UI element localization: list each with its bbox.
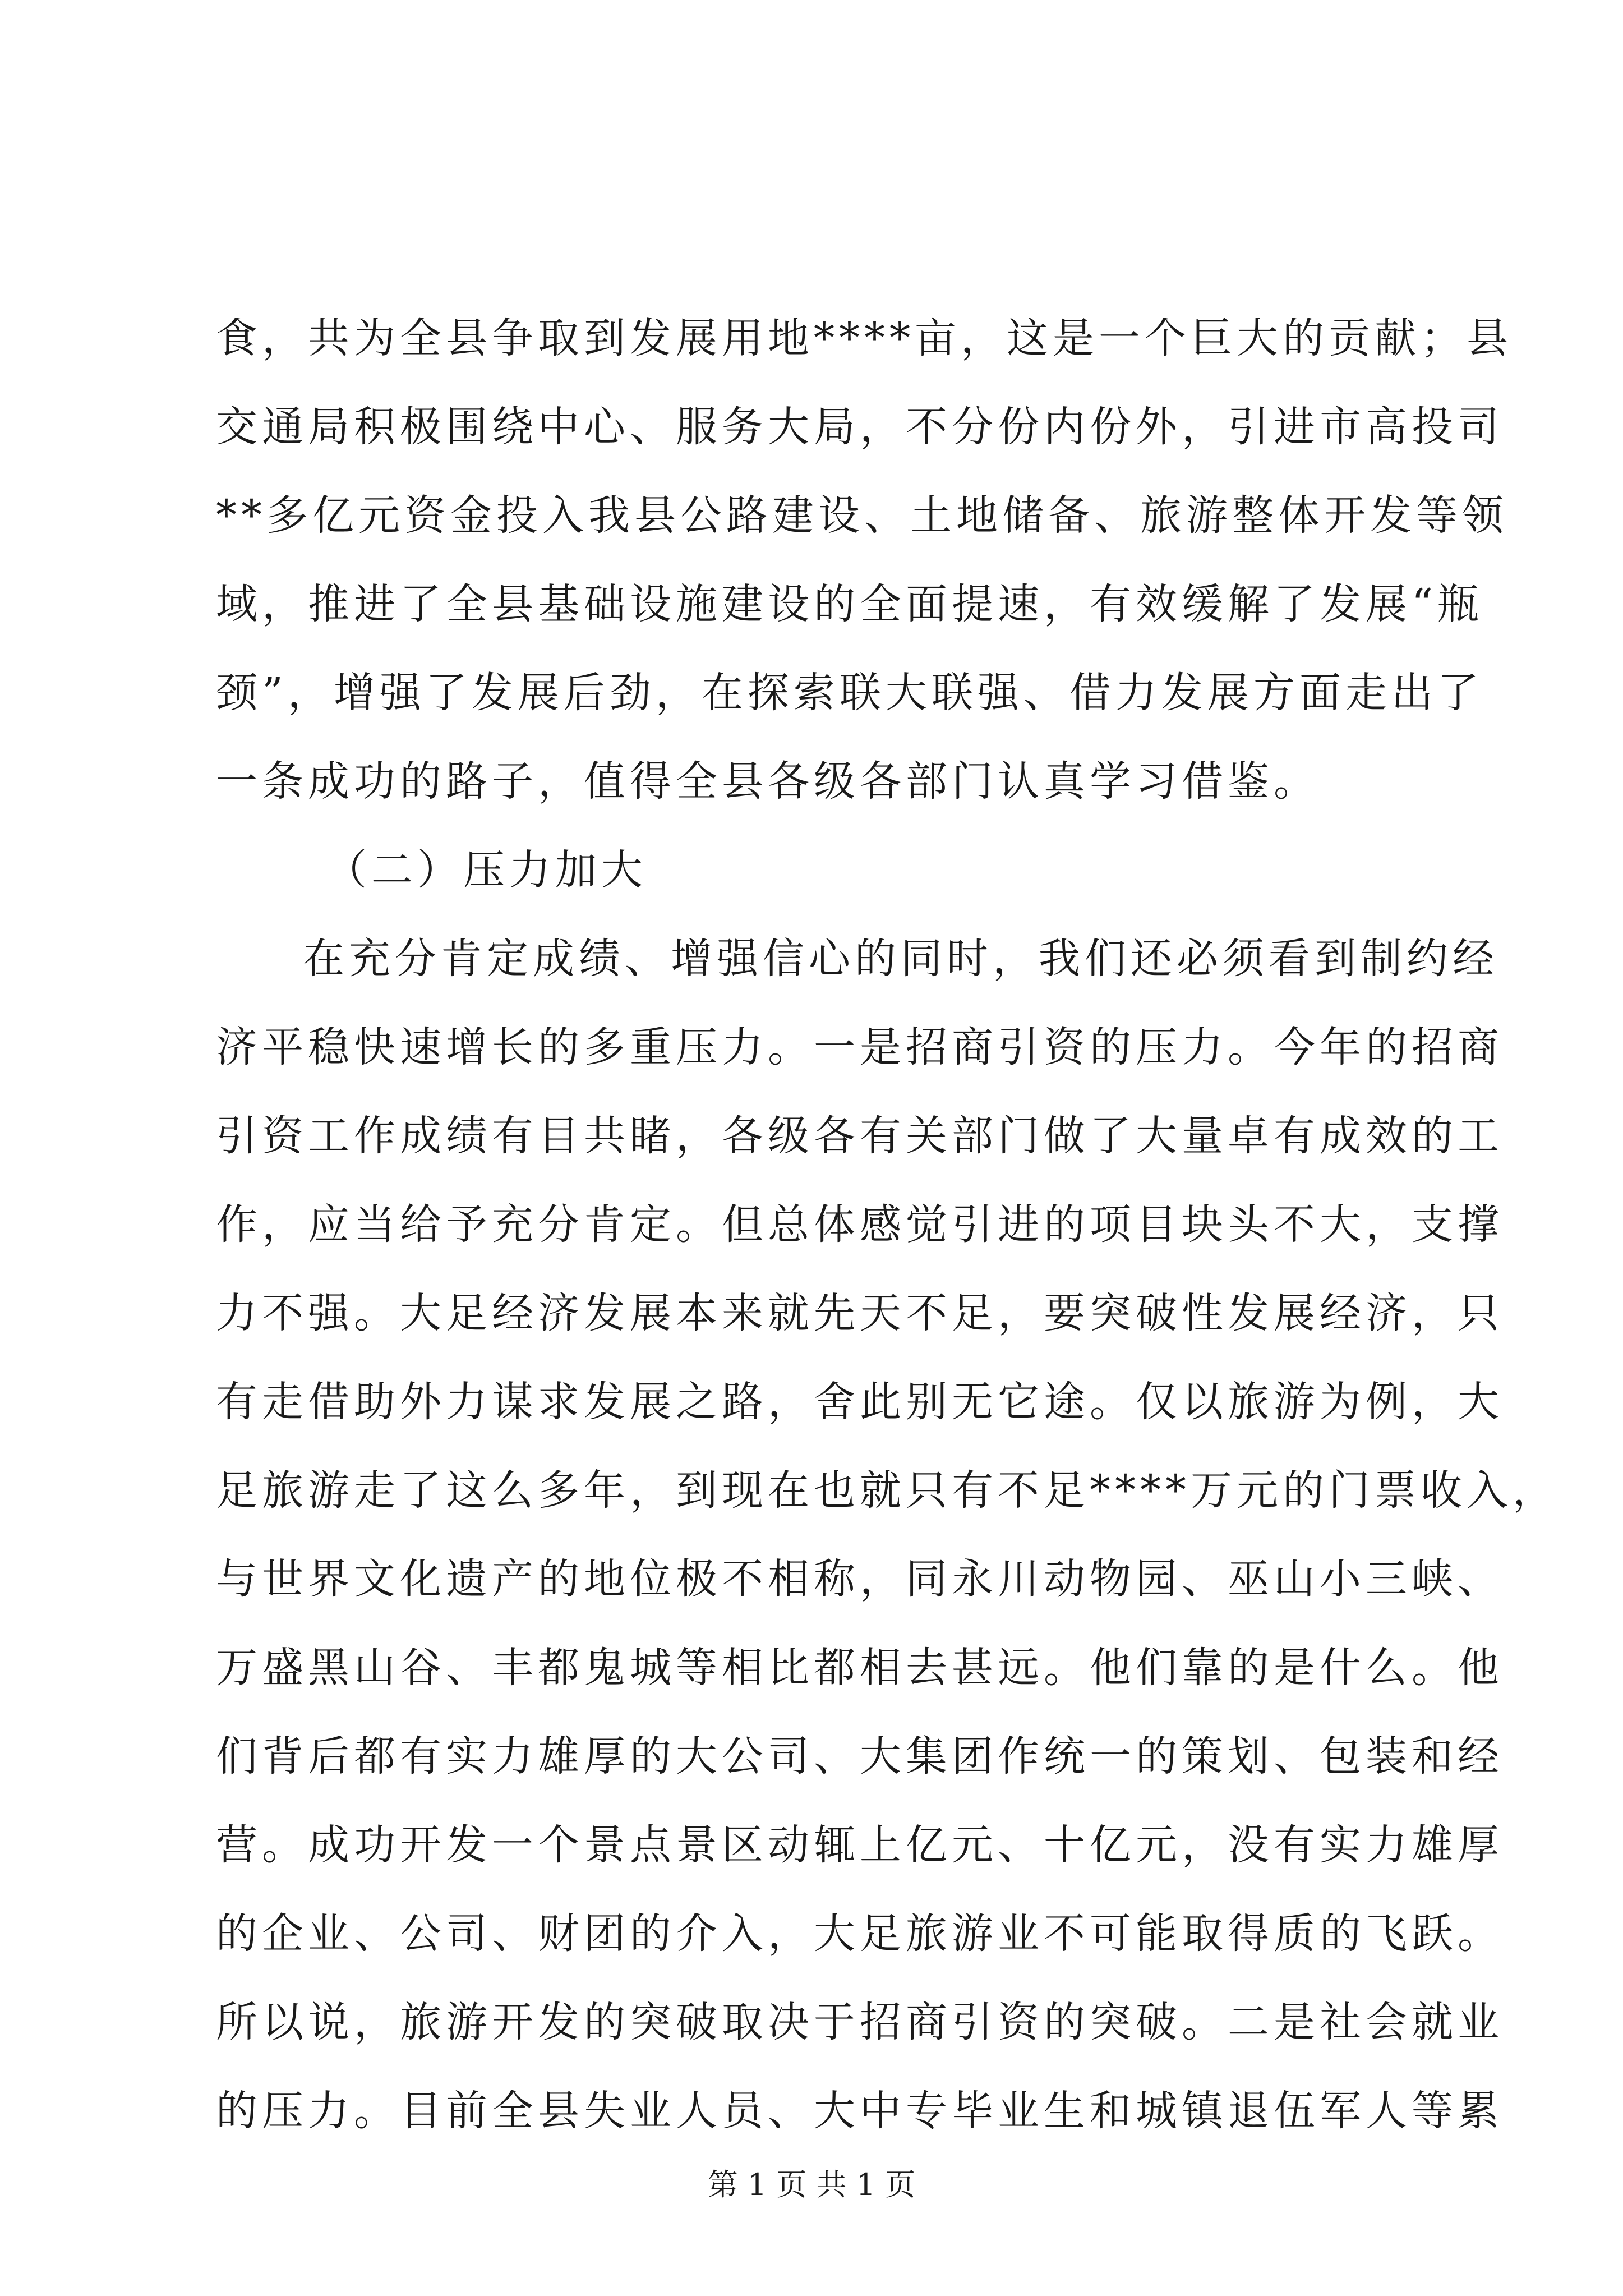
text-line: 的企业、公司、财团的介入，大足旅游业不可能取得质的飞跃。 <box>216 1910 1504 1958</box>
text-line: 所以说，旅游开发的突破取决于招商引资的突破。二是社会就业 <box>216 1998 1504 2046</box>
text-line: 济平稳快速增长的多重压力。一是招商引资的压力。今年的招商 <box>216 1023 1504 1071</box>
text-line: 作，应当给予充分肯定。但总体感觉引进的项目块头不大，支撑 <box>216 1200 1504 1249</box>
text-line: 力不强。大足经济发展本来就先天不足，要突破性发展经济，只 <box>216 1289 1504 1337</box>
section-heading: （二）压力加大 <box>325 846 647 894</box>
text-line: 引资工作成绩有目共睹，各级各有关部门做了大量卓有成效的工 <box>216 1112 1504 1160</box>
text-line: 营。成功开发一个景点景区动辄上亿元、十亿元，没有实力雄厚 <box>216 1821 1504 1869</box>
page-number-footer: 第 1 页 共 1 页 <box>707 2167 916 2202</box>
text-line: 交通局积极围绕中心、服务大局，不分份内份外，引进市高投司 <box>216 403 1504 451</box>
text-line: 颈”，增强了发展后劲，在探索联大联强、借力发展方面走出了 <box>216 669 1483 717</box>
text-line: 与世界文化遗产的地位极不相称，同永川动物园、巫山小三峡、 <box>216 1555 1504 1603</box>
text-line: 一条成功的路子，值得全县各级各部门认真学习借鉴。 <box>216 757 1320 806</box>
text-line: 有走借助外力谋求发展之路，舍此别无它途。仅以旅游为例，大 <box>216 1378 1504 1426</box>
text-line: 足旅游走了这么多年，到现在也就只有不足****万元的门票收入， <box>216 1466 1559 1515</box>
text-line: 食，共为全县争取到发展用地****亩，这是一个巨大的贡献；县 <box>216 314 1513 362</box>
paragraph-first-line: 在充分肯定成绩、增强信心的同时，我们还必须看到制约经 <box>303 935 1498 983</box>
text-line: 域，推进了全县基础设施建设的全面提速，有效缓解了发展“瓶 <box>216 580 1483 628</box>
text-line: 们背后都有实力雄厚的大公司、大集团作统一的策划、包装和经 <box>216 1732 1504 1780</box>
text-line: **多亿元资金投入我县公路建设、土地储备、旅游整体开发等领 <box>216 491 1508 540</box>
text-line: 的压力。目前全县失业人员、大中专毕业生和城镇退伍军人等累 <box>216 2087 1504 2135</box>
text-line: 万盛黑山谷、丰都鬼城等相比都相去甚远。他们靠的是什么。他 <box>216 1644 1504 1692</box>
